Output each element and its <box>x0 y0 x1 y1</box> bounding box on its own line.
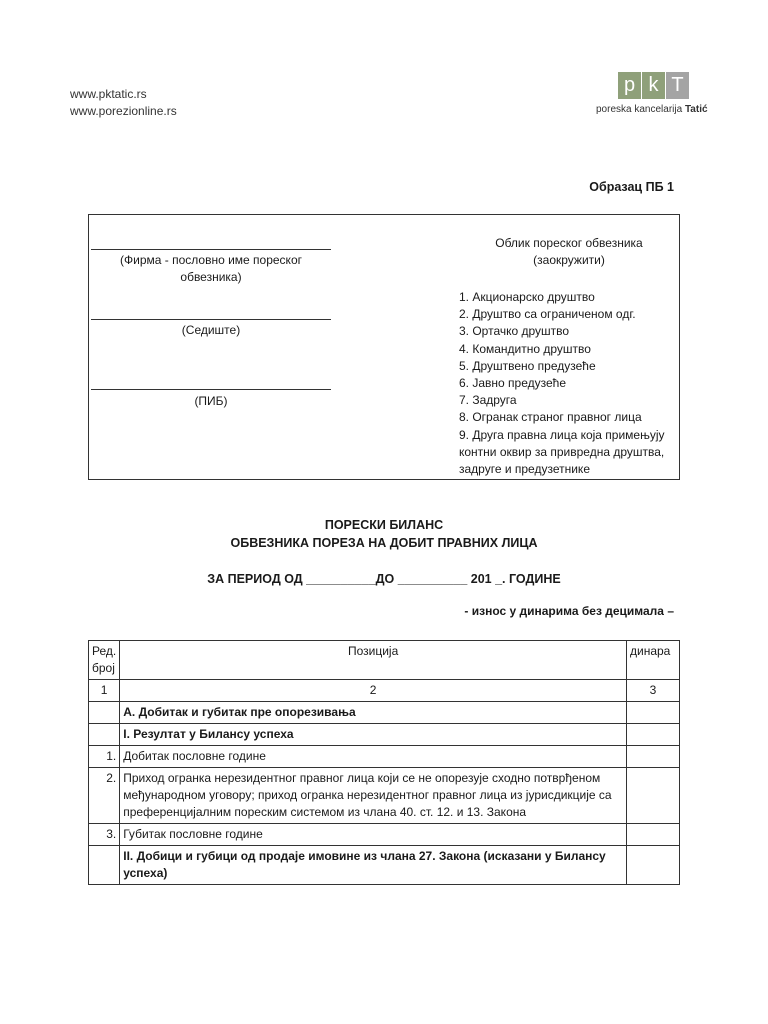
logo-caption: poreska kancelarija Tatić <box>596 104 708 115</box>
table-row <box>89 702 680 724</box>
row-position: Губитак пословне године <box>120 824 627 846</box>
pib-line[interactable] <box>91 389 331 390</box>
row-position: Приход огранка нерезидентног правног лица који се не опорезује сходно потврђеном међународном уговору; приход огранка нерезидентног правног лица из јурисдикције са преференцијалним пореским системом из члана 40. ст. 12. и 13. Закона <box>120 768 627 824</box>
header-urls <box>70 86 177 120</box>
row-number <box>89 724 120 746</box>
logo-letter-k: k <box>642 72 665 99</box>
table-row <box>89 824 680 846</box>
pib-label: (ПИБ) <box>194 394 228 408</box>
logo-letter-t: T <box>666 72 689 99</box>
tax-balance-table <box>88 640 680 885</box>
type-option[interactable]: 5. Друштвено предузеће <box>459 358 596 373</box>
url-porezionline[interactable]: www.porezionline.rs <box>70 104 177 118</box>
taxpayer-info-box <box>88 214 680 480</box>
document-subtitle: ОБВЕЗНИКА ПОРЕЗА НА ДОБИТ ПРАВНИХ ЛИЦА <box>230 536 538 550</box>
period-line: ЗА ПЕРИОД ОД __________ДО __________ 201 _. ГОДИНЕ <box>207 572 561 586</box>
company-logo <box>596 72 716 115</box>
amount-note: - износ у динарима без децимала – <box>464 604 674 618</box>
type-option[interactable]: 6. Јавно предузеће <box>459 376 566 391</box>
row-amount-cell[interactable] <box>627 702 680 724</box>
row-position: А. Добитак и губитак пре опорезивања <box>120 702 627 724</box>
table-row <box>89 746 680 768</box>
col-number: 2 <box>120 680 627 702</box>
row-amount-cell[interactable] <box>627 746 680 768</box>
type-option[interactable]: 8. Огранак страног правног лица <box>459 410 642 425</box>
type-option[interactable]: 7. Задруга <box>459 393 517 408</box>
logo-letter-p: p <box>618 72 641 99</box>
seat-label: (Седиште) <box>181 323 241 337</box>
type-option[interactable]: 4. Командитно друштво <box>459 341 591 356</box>
form-number: Образац ПБ 1 <box>589 180 674 194</box>
col-number: 3 <box>627 680 680 702</box>
taxpayer-type-list <box>459 289 683 478</box>
row-number <box>89 702 120 724</box>
type-option[interactable]: 1. Акционарско друштво <box>459 290 595 304</box>
taxpayer-type-title: Облик пореског обвезника (заокружити) <box>495 236 643 267</box>
table-row <box>89 768 680 824</box>
row-position: II. Добици и губици од продаје имовине из члана 27. Закона (исказани у Билансу успеха) <box>120 846 627 885</box>
table-row <box>89 724 680 746</box>
row-number: 2. <box>89 768 120 824</box>
header-rownum: Ред. број <box>89 641 120 680</box>
col-number: 1 <box>89 680 120 702</box>
company-name-line[interactable] <box>91 249 331 250</box>
company-name-label: (Фирма - пословно име пореског обвезника) <box>120 253 302 284</box>
row-amount-cell[interactable] <box>627 846 680 885</box>
type-option[interactable]: 9. Друга правна лица која примењују контни оквир за привредна друштва, задруге и предузетнике <box>459 427 665 477</box>
document-title: ПОРЕСКИ БИЛАНС <box>324 518 444 532</box>
table-header-row <box>89 641 680 680</box>
header-position: Позиција <box>120 641 627 680</box>
url-pktatic[interactable]: www.pktatic.rs <box>70 87 147 101</box>
row-amount-cell[interactable] <box>627 824 680 846</box>
table-row <box>89 846 680 885</box>
row-number <box>89 846 120 885</box>
row-amount-cell[interactable] <box>627 724 680 746</box>
seat-line[interactable] <box>91 319 331 320</box>
row-number: 3. <box>89 824 120 846</box>
row-position: I. Резултат у Билансу успеха <box>120 724 627 746</box>
type-option[interactable]: 2. Друштво са ограниченом одг. <box>459 307 636 322</box>
row-amount-cell[interactable] <box>627 768 680 824</box>
row-number: 1. <box>89 746 120 768</box>
column-number-row <box>89 680 680 702</box>
header-amount: динара <box>627 641 680 680</box>
type-option[interactable]: 3. Ортачко друштво <box>459 324 570 339</box>
row-position: Добитак пословне године <box>120 746 627 768</box>
